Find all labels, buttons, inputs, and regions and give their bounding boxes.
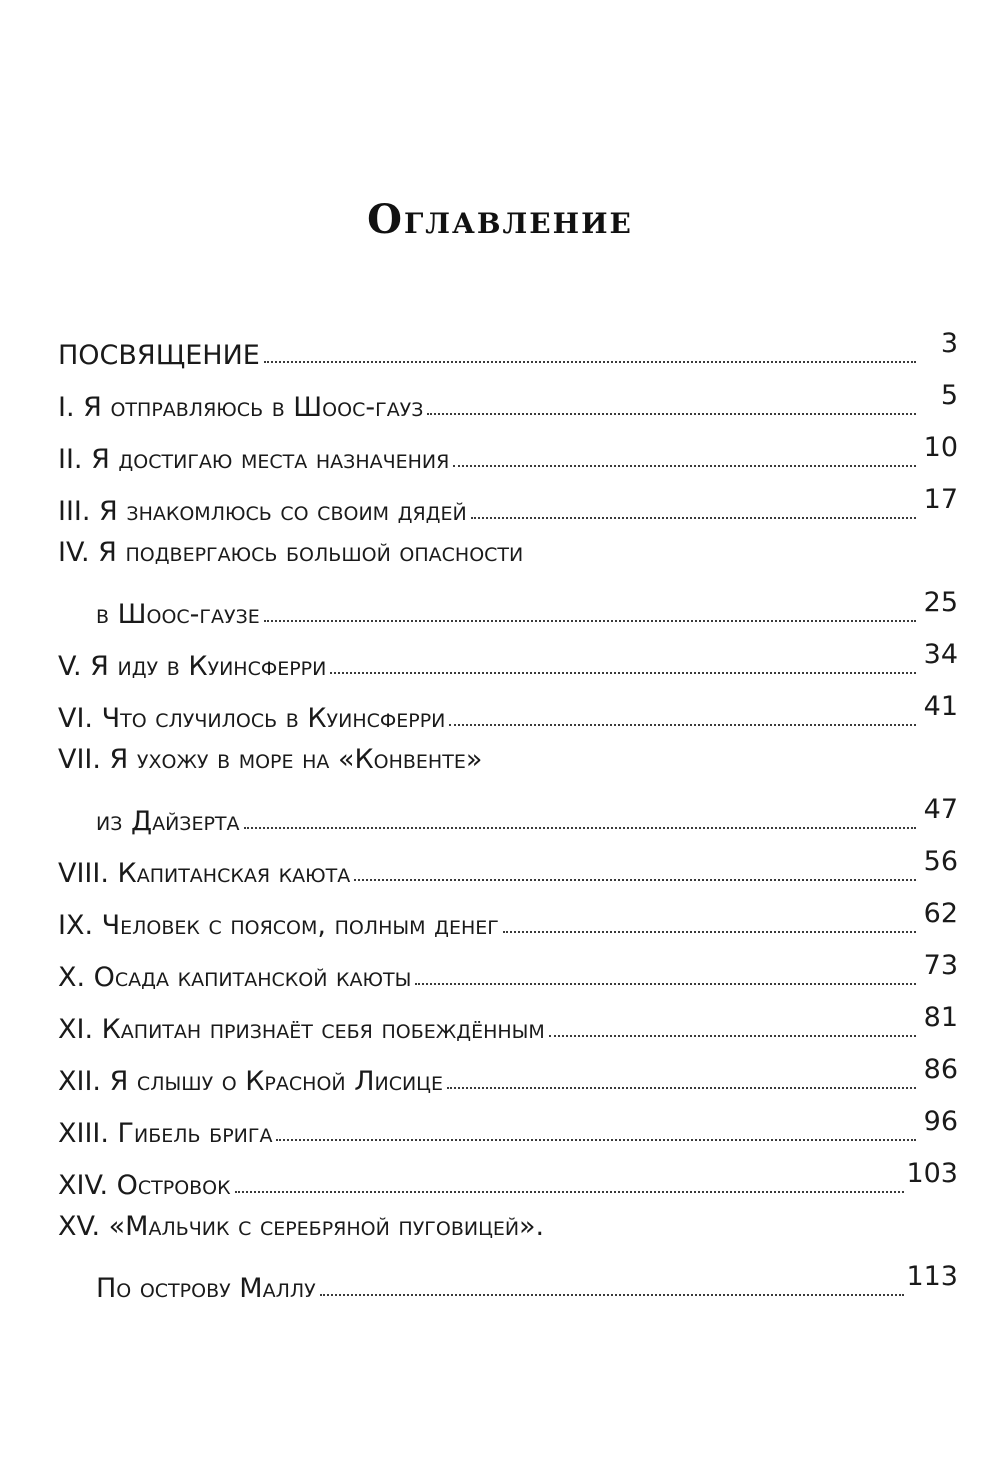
dot-leader	[354, 879, 916, 881]
toc-entry-title: V. Я иду в Куинсферри	[58, 651, 327, 682]
toc-entry	[58, 323, 958, 375]
toc-entry	[58, 427, 958, 479]
toc-entry	[58, 841, 958, 893]
toc-entry-title-line1: VII. Я ухожу в море на «Конвенте»	[58, 744, 483, 775]
dot-leader	[503, 931, 916, 933]
toc-entry	[58, 893, 958, 945]
toc-entry-title: II. Я достигаю места назначения	[58, 444, 450, 475]
toc-entry	[58, 686, 958, 738]
toc-entry-title: X. Осада капитанской каюты	[58, 962, 412, 993]
toc-entry-page: 56	[923, 846, 958, 877]
toc-entry-title-line1: IV. Я подвергаюсь большой опасности	[58, 537, 524, 568]
toc-entry	[58, 531, 958, 634]
toc-entry-page: 47	[923, 794, 958, 825]
toc-entry-page: 17	[923, 484, 958, 515]
toc-entry-title: XI. Капитан признаёт себя побеждённым	[58, 1014, 545, 1045]
dot-leader	[330, 672, 916, 674]
toc-entry	[58, 1205, 958, 1308]
toc-entry-title: I. Я отправляюсь в Шоос-гауз	[58, 392, 424, 423]
toc-entry	[58, 479, 958, 531]
dot-leader	[447, 1087, 916, 1089]
toc-entry	[58, 634, 958, 686]
toc-entry-page: 25	[923, 587, 958, 618]
dot-leader	[235, 1191, 905, 1193]
toc-entry-page: 81	[923, 1002, 958, 1033]
dot-leader	[276, 1139, 916, 1141]
table-of-contents	[58, 323, 958, 1308]
toc-entry-title: XII. Я слышу о Красной Лисице	[58, 1066, 443, 1097]
dot-leader	[415, 983, 916, 985]
toc-entry-page: 62	[923, 898, 958, 929]
toc-entry-title: XIII. Гибель брига	[58, 1118, 273, 1149]
toc-entry	[58, 738, 958, 841]
toc-heading: Оглавление	[367, 196, 633, 243]
dot-leader	[264, 620, 916, 622]
toc-entry	[58, 945, 958, 997]
toc-entry	[58, 1049, 958, 1101]
dot-leader	[449, 724, 916, 726]
toc-entry-page: 3	[940, 328, 958, 359]
dot-leader	[427, 413, 916, 415]
toc-entry	[58, 1153, 958, 1205]
toc-entry	[58, 997, 958, 1049]
toc-entry-title: IX. Человек с поясом, полным денег	[58, 910, 499, 941]
dot-leader	[453, 465, 916, 467]
dot-leader	[244, 827, 916, 829]
toc-entry-title: III. Я знакомлюсь со своим дядей	[58, 496, 467, 527]
toc-entry-title: ПОСВЯЩЕНИЕ	[58, 340, 260, 371]
toc-entry-page: 103	[906, 1158, 958, 1189]
toc-entry-title: По острову Маллу	[96, 1273, 316, 1304]
toc-entry-title: VIII. Капитанская каюта	[58, 858, 351, 889]
toc-entry-page: 73	[923, 950, 958, 981]
dot-leader	[549, 1035, 916, 1037]
toc-entry-page: 41	[923, 691, 958, 722]
toc-entry-title: XIV. Островок	[58, 1170, 231, 1201]
toc-entry-title: VI. Что случилось в Куинсферри	[58, 703, 446, 734]
toc-entry-page: 113	[906, 1261, 958, 1292]
dot-leader	[320, 1294, 905, 1296]
toc-entry-page: 96	[923, 1106, 958, 1137]
toc-entry-page: 86	[923, 1054, 958, 1085]
toc-entry-title: из Дайзерта	[96, 806, 240, 837]
toc-entry-page: 34	[923, 639, 958, 670]
dot-leader	[264, 361, 916, 363]
toc-entry	[58, 375, 958, 427]
toc-entry-title: в Шоос-гаузе	[96, 599, 260, 630]
toc-entry	[58, 1101, 958, 1153]
toc-entry-page: 10	[923, 432, 958, 463]
toc-entry-title-line1: XV. «Мальчик с серебряной пуговицей».	[58, 1211, 545, 1242]
dot-leader	[471, 517, 916, 519]
toc-entry-page: 5	[940, 380, 958, 411]
